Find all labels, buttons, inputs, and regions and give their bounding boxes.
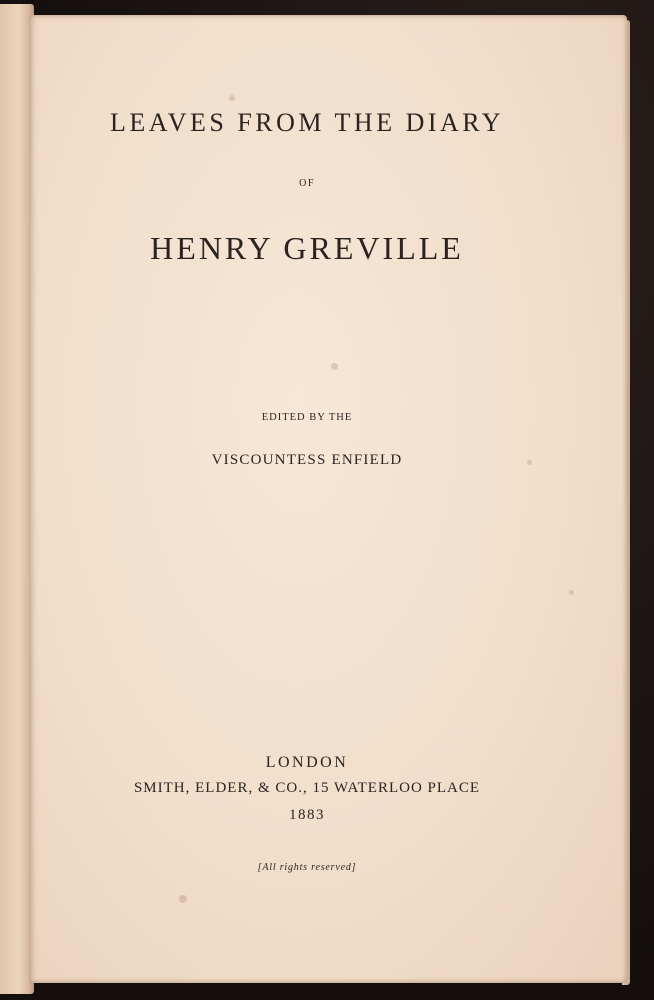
imprint-year: 1883 [289,807,325,823]
foxing-spot [569,590,574,595]
title-page [29,15,627,983]
foxing-spot [179,895,187,903]
book-title-line-2: HENRY GREVILLE [150,230,464,266]
imprint-city: LONDON [265,754,349,771]
editor-name: VISCOUNTESS ENFIELD [211,452,403,468]
foxing-spot [229,95,235,101]
edited-by-label: EDITED BY THE [261,412,353,423]
book-title-line-1: LEAVES FROM THE DIARY [110,108,504,137]
foxing-spot [331,363,338,370]
rights-notice: [All rights reserved] [257,862,357,873]
book-title-of: OF [299,178,315,189]
imprint-publisher: SMITH, ELDER, & CO., 15 WATERLOO PLACE [133,780,481,796]
